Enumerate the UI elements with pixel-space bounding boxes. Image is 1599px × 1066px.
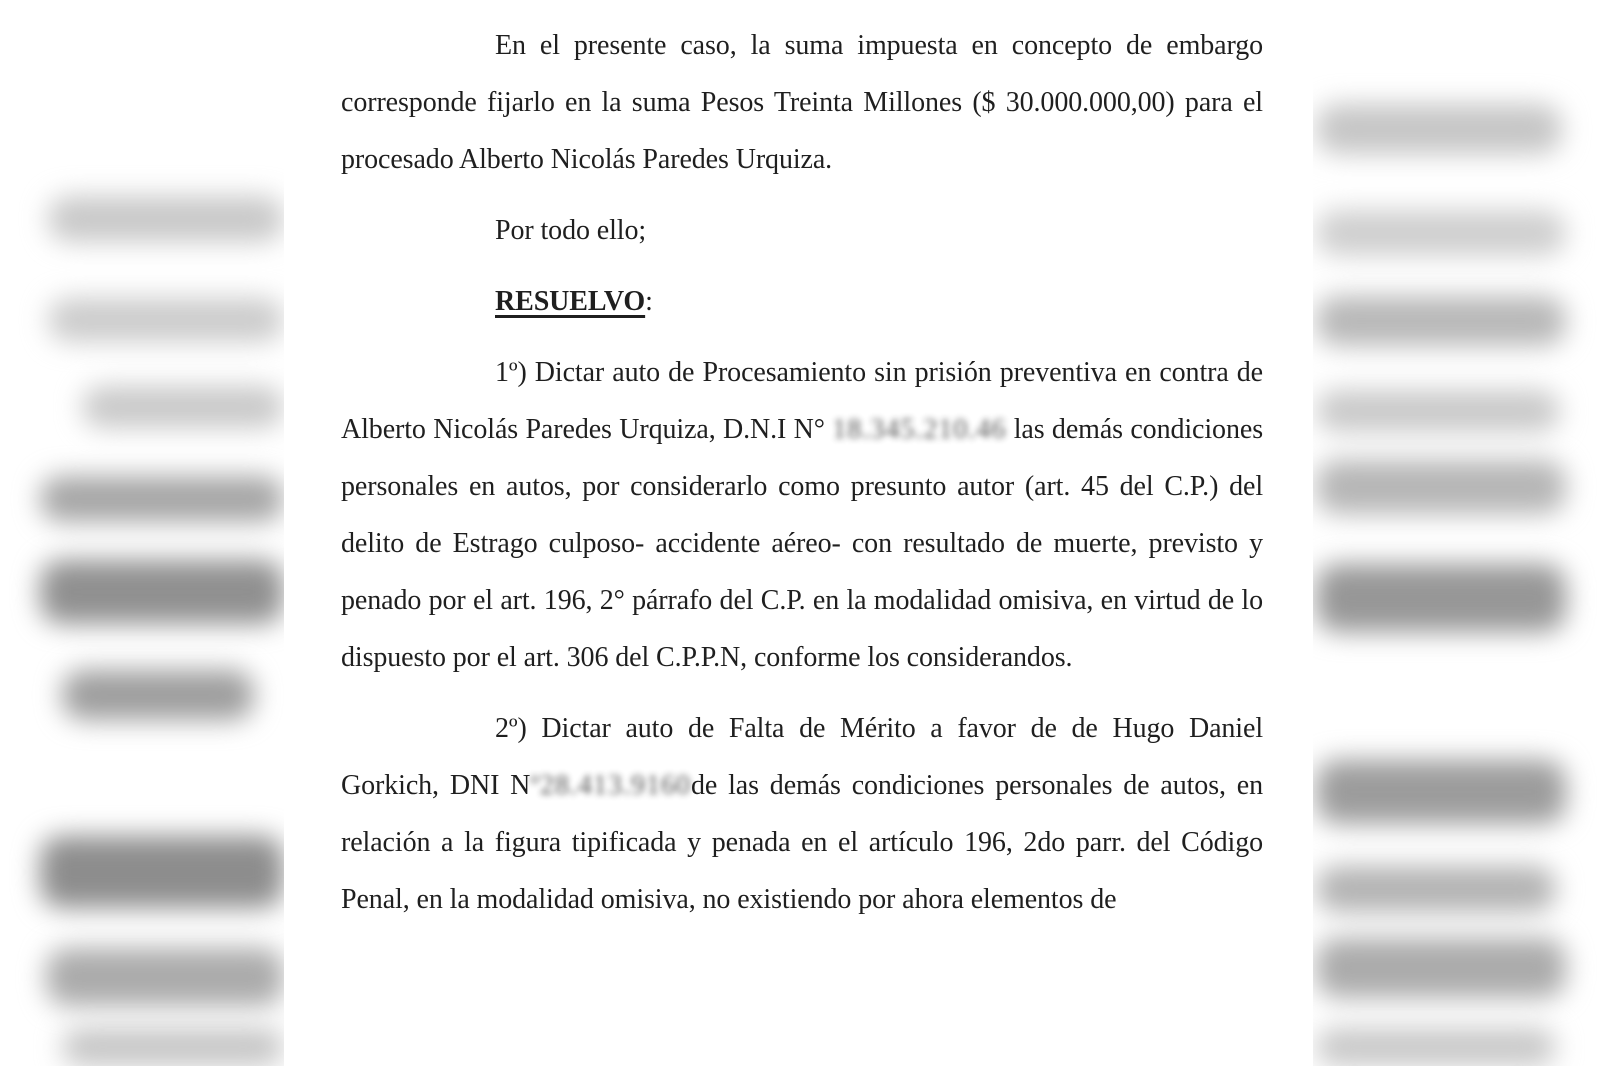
text-run: 2º) Dictar auto de Falta de Mérito a favor de de Hugo Daniel Gorkich, DNI N [341,713,1263,801]
blurred-text-line [62,1028,284,1066]
document-text [284,0,1313,942]
text-run: las demás condiciones personales en autos, por considerarlo como presunto autor (art. 45 del C.P.) del delito de Estrago culposo- accidente aéreo- con resultado de muerte, previsto y penado por el art. 196, 2° párrafo del C.P. en la modalidad omisiva, en virtud de lo dispuesto por el art. 306 del C.P.P.N, conforme los considerandos. [341,414,1263,673]
blurred-text-line [1316,104,1562,154]
blurred-text-line [1316,1028,1556,1066]
blurred-text-line [40,560,284,624]
paragraph-embargo [341,17,1263,188]
text-run: 1º) Dictar auto de Procesamiento sin prisión preventiva en contra de Alberto Nicolás Paredes Urquiza, D.N.I N° [341,357,1263,445]
blurred-text-line [1316,564,1566,632]
blurred-text-line [1316,938,1566,998]
blurred-text-line [82,386,284,428]
text-run: Por todo ello; [495,215,647,246]
paragraph-por-todo-ello [341,202,1263,259]
blurred-text-line [48,298,284,342]
blurred-text-line [48,196,284,242]
paragraph-resolution-2 [341,700,1263,928]
blurred-text-line [40,476,284,522]
blurred-text-line [1316,210,1566,256]
heading-resuelvo [341,273,1263,330]
paragraph-resolution-1 [341,344,1263,686]
text-run: de las demás condiciones personales de autos, en relación a la figura tipificada y penada en el artículo 196, 2do parr. del Código Penal, en la modalidad omisiva, no existiendo por ahora elementos de [341,770,1264,915]
resuelvo-heading-text: RESUELVO [495,286,646,317]
document-page [284,0,1313,1066]
text-run: En el presente caso, la suma impuesta en concepto de embargo corresponde fijarlo en la suma Pesos Treinta Millones ($ 30.000.000,00) para el procesado Alberto Nicolás Paredes Urquiza. [341,30,1263,175]
blurred-text-line [62,670,254,720]
blurred-text-line [1316,460,1566,514]
blurred-text-line [1316,390,1560,432]
blurred-text-line [1316,296,1566,346]
text-run: : [645,286,653,317]
blurred-text-line [46,948,284,1006]
redacted-dni-number: º28.413.9160 [530,770,691,801]
blurred-text-line [1316,760,1566,824]
redacted-dni-number: 18.345.210.46 [832,414,1007,445]
blurred-text-line [1316,866,1556,912]
blurred-text-line [40,836,284,908]
